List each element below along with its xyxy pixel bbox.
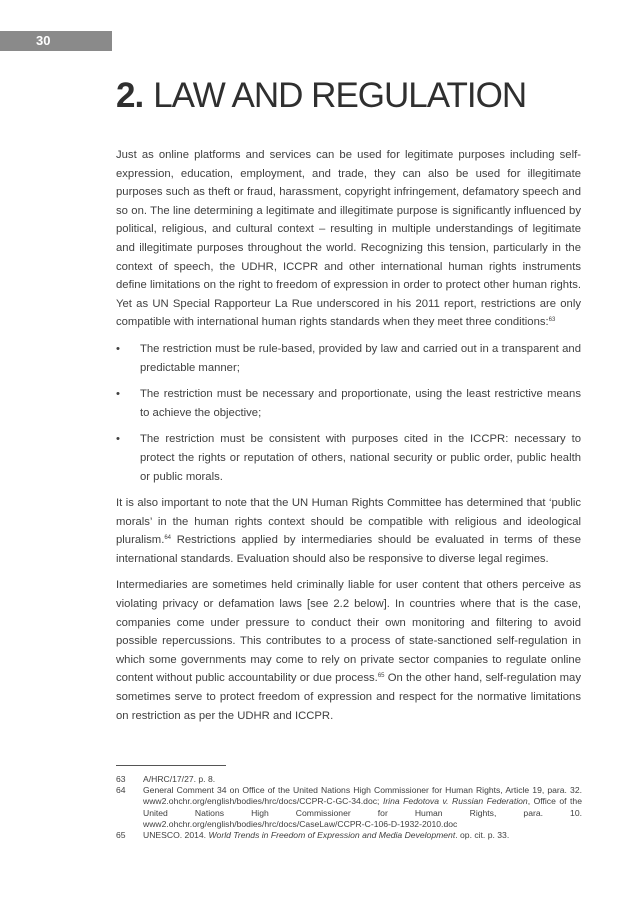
list-item: • The restriction must be rule-based, provided by law and carried out in a transparent and predictable manner;: [116, 340, 581, 377]
list-item: • The restriction must be consistent with purposes cited in the ICCPR: necessary to protect the rights or reputation of others, national security or public order, public health or public morals.: [116, 430, 581, 486]
footnote-divider: [116, 765, 226, 766]
footnote-ref-65[interactable]: 65: [377, 673, 385, 680]
footnote-ref-64[interactable]: 64: [164, 535, 172, 542]
chapter-title-text: LAW AND REGULATION: [153, 76, 527, 115]
list-item: • The restriction must be necessary and proportionate, using the least restrictive means to achieve the objective;: [116, 385, 581, 422]
footnotes: [116, 774, 582, 841]
footnote-number: 63: [116, 774, 126, 784]
page-number-badge: [0, 31, 112, 51]
footnote-number: 65: [116, 830, 126, 841]
page-number: 30: [36, 33, 51, 48]
footnote-63: 63 A/HRC/17/27. p. 8.: [116, 774, 216, 784]
paragraph-public-morals: It is also important to note that the UN Human Rights Committee has determined that ‘public morals’ in the human rights context should be compatible with religious and ideological pluralism.$^{64}$ Restrictions applied by intermediaries should be evaluated in terms of these international standards. Evaluation should also be responsive to diverse legal regimes.: [116, 497, 581, 565]
intro-paragraph: Just as online platforms and services can be used for legitimate purposes including self-expression, education, employment, and trade, they can also be used for illegitimate purposes such as theft or fraud, harassment, copyright infringement, defamatory speech and so on. The line determining a legitimate and illegitimate purpose is significantly influenced by political, religious, and cultural context – resulting in multiple understandings of legitimate and illegitimate purposes throughout the world. Recognizing this tension, particularly in the context of speech, the UDHR, ICCPR and other international human rights instruments define limitations on the right to freedom of expression in order to protect other human rights. Yet as UN Special Rapporteur La Rue underscored in his 2011 report, restrictions are only compatible with international human rights standards when they meet three conditions:$^{63}$: [116, 149, 581, 329]
paragraph-intermediaries: Intermediaries are sometimes held criminally liable for user content that others perceive as violating privacy or defamation laws [see 2.2 below]. In countries where that is the case, companies come under pressure to conduct their own monitoring and filtering to avoid possible repercussions. This contributes to a process of state-sanctioned self-regulation in which some governments may come to rely on private sector companies to regulate online content without public accountability or due process.$^{65}$ On the other hand, self-regulation may sometimes serve to protect freedom of expression and respect for the normative limitations on restriction as per the UDHR and ICCPR.: [116, 579, 581, 722]
chapter-title: [116, 76, 526, 116]
chapter-number: 2.: [116, 76, 144, 115]
bullet-marker: •: [116, 342, 120, 355]
footnote-ref-63[interactable]: 63: [548, 317, 556, 324]
footnote-number: 64: [116, 785, 126, 796]
bullet-marker: •: [116, 388, 120, 401]
publication-title: World Trends in Freedom of Expression and Media Development: [208, 830, 456, 841]
bullet-marker: •: [116, 433, 120, 446]
footnote-65: 65 UNESCO. 2014. World Trends in Freedom of Expression and Media Development. op. cit. p. 33.: [116, 830, 510, 841]
conditions-list: [116, 340, 581, 486]
case-title: Irina Fedotova v. Russian Federation: [382, 796, 528, 807]
footnote-64: 64 General Comment 34 on Office of the United Nations High Commissioner for Human Rights, Article 19, para. 32. www2.ohchr.org/english/bodies/hrc/docs/CCPR-C-GC-34.doc; Irina Fedotova v. Russian Federation, Office of the United Nations High Commissioner for Human Rights, para. 10. www2.ohchr.org/english/bodies/hrc/docs/CaseLaw/CCPR-C-106-D-1932-2010.doc: [116, 785, 582, 829]
body-text: [116, 146, 581, 733]
